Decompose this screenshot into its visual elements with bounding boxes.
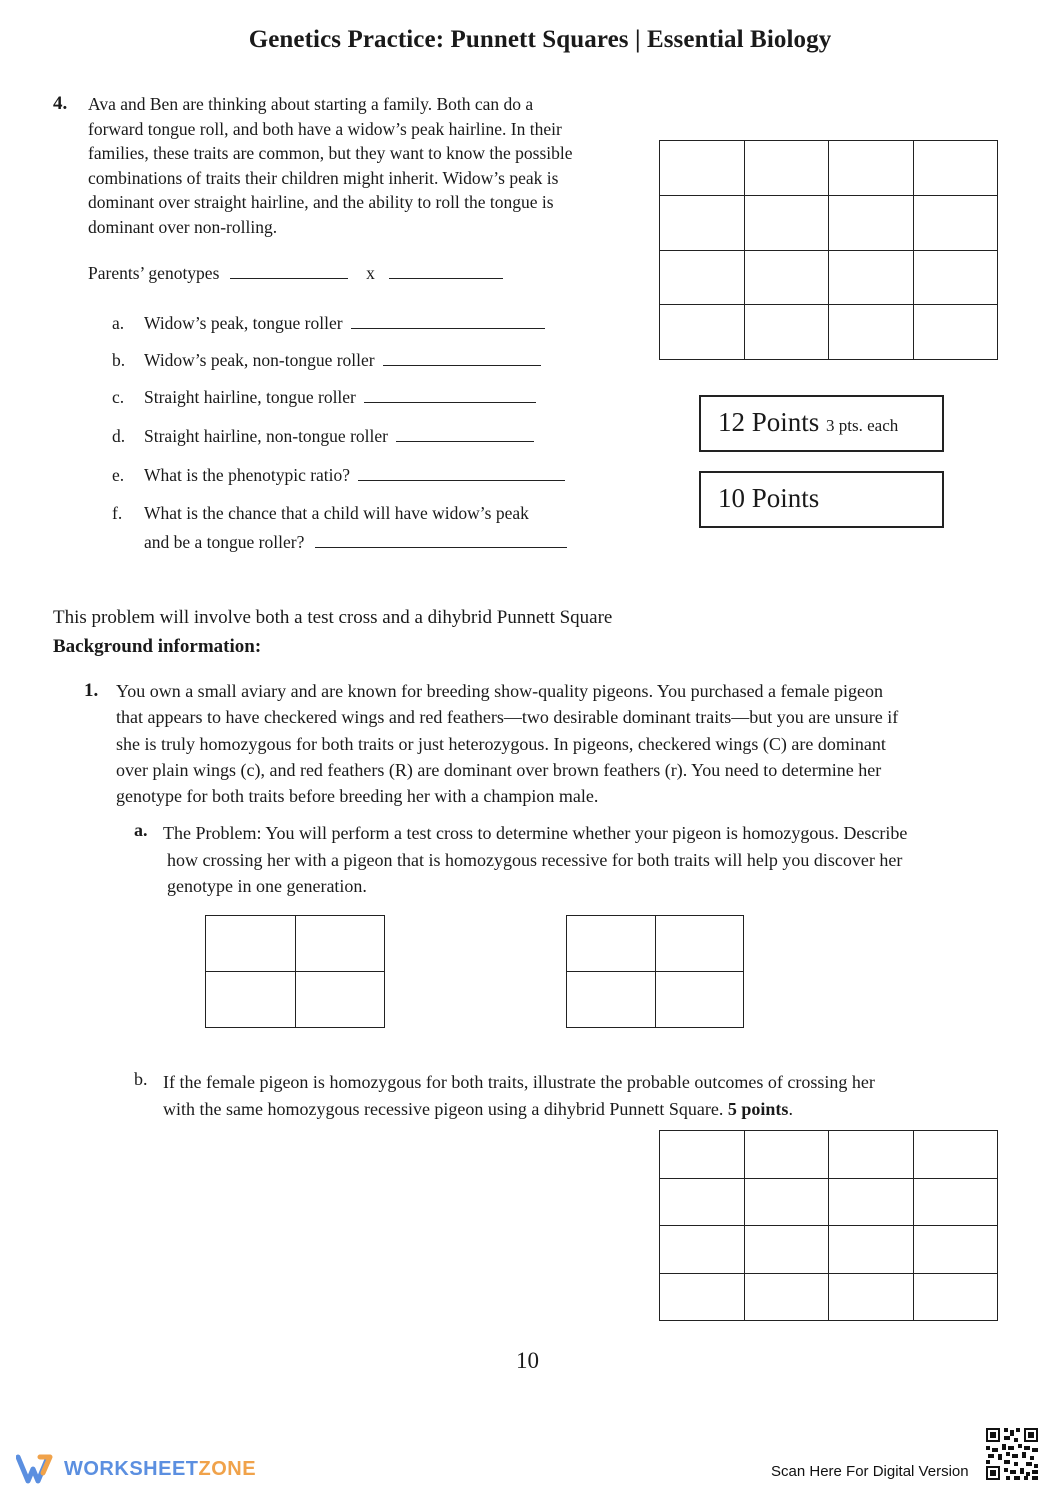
logo-text-worksheet: WORKSHEET xyxy=(64,1457,199,1480)
question-1-line: she is truly homozygous for both traits or just heterozygous. In pigeons, checkered wings (C) are dominant xyxy=(116,733,886,754)
points-box-12 xyxy=(699,395,944,452)
punnett-square-dihybrid-q4 xyxy=(659,140,998,360)
worksheetzone-logo-icon xyxy=(16,1453,58,1485)
item-letter: c. xyxy=(112,387,125,407)
punnett-cell[interactable] xyxy=(660,1226,745,1274)
part-b-letter: b. xyxy=(134,1069,148,1089)
page-title: Genetics Practice: Punnett Squares | Essential Biology xyxy=(248,26,832,53)
item-letter: f. xyxy=(112,503,123,523)
punnett-cell[interactable] xyxy=(660,1131,745,1179)
punnett-square-test-cross-1 xyxy=(205,915,385,1028)
parents-genotypes-row xyxy=(88,263,503,284)
item-text: Widow’s peak, non-tongue roller xyxy=(144,350,375,370)
answer-blank-e[interactable] xyxy=(358,479,565,481)
answer-blank-f[interactable] xyxy=(315,546,567,548)
item-letter: d. xyxy=(112,426,126,446)
punnett-cell[interactable] xyxy=(829,305,914,360)
part-b-line xyxy=(163,1096,993,1123)
parents-genotypes-label: Parents’ genotypes xyxy=(88,263,220,283)
question-4f xyxy=(112,503,529,524)
points-label: 12 Points xyxy=(718,407,820,437)
parents-genotype-blank-2[interactable] xyxy=(389,277,503,279)
question-4d xyxy=(112,426,534,447)
punnett-cell[interactable] xyxy=(913,1178,998,1226)
item-text: Straight hairline, non-tongue roller xyxy=(144,426,388,446)
qr-code-icon[interactable] xyxy=(984,1426,1040,1482)
page-number: 10 xyxy=(516,1348,539,1373)
worksheetzone-logo[interactable] xyxy=(16,1452,256,1486)
part-b-line-text: with the same homozygous recessive pigeon using a dihybrid Punnett Square. xyxy=(163,1098,724,1119)
item-text: What is the phenotypic ratio? xyxy=(144,465,351,485)
question-1-line: genotype for both traits before breeding her with a champion male. xyxy=(116,786,599,807)
part-b-points: 5 points xyxy=(727,1098,789,1119)
punnett-cell[interactable] xyxy=(660,141,745,196)
question-1-line: that appears to have checkered wings and red feathers—two desirable dominant traits—but you are unsure if xyxy=(116,707,899,728)
part-a-line: how crossing her with a pigeon that is homozygous recessive for both traits will help you discover her xyxy=(167,849,903,870)
punnett-cell[interactable] xyxy=(829,250,914,305)
item-text: Widow’s peak, tongue roller xyxy=(144,313,343,333)
answer-blank-b[interactable] xyxy=(383,364,541,366)
punnett-cell[interactable] xyxy=(744,195,829,250)
item-text: and be a tongue roller? xyxy=(144,532,305,552)
punnett-cell[interactable] xyxy=(829,141,914,196)
punnett-cell[interactable] xyxy=(913,1226,998,1274)
answer-blank-c[interactable] xyxy=(364,401,536,403)
question-4-number: 4. xyxy=(53,93,68,114)
punnett-cell[interactable] xyxy=(744,1178,829,1226)
part-a-line: The Problem: You will perform a test cross to determine whether your pigeon is homozygous. Describe xyxy=(163,823,908,843)
punnett-square-test-cross-2 xyxy=(566,915,744,1028)
question-4-line: dominant over non-rolling. xyxy=(88,216,278,237)
part-a-text xyxy=(163,820,993,900)
punnett-cell[interactable] xyxy=(913,195,998,250)
part-a-line: genotype in one generation. xyxy=(167,876,367,896)
punnett-cell[interactable] xyxy=(744,305,829,360)
question-1-line: You own a small aviary and are known for breeding show-quality pigeons. You purchased a female pigeon xyxy=(116,681,884,701)
points-box-10 xyxy=(699,471,944,528)
punnett-cell[interactable] xyxy=(744,141,829,196)
punnett-cell[interactable] xyxy=(829,1273,914,1321)
question-4c xyxy=(112,387,536,408)
question-4-line: families, these traits are common, but they want to know the possible xyxy=(88,143,573,164)
parents-genotype-blank-1[interactable] xyxy=(230,277,348,279)
punnett-cell[interactable] xyxy=(744,1273,829,1321)
punnett-cell[interactable] xyxy=(829,1226,914,1274)
item-text: What is the chance that a child will have widow’s peak xyxy=(144,503,529,523)
punnett-cell[interactable] xyxy=(295,916,385,972)
answer-blank-a[interactable] xyxy=(351,327,545,329)
punnett-cell[interactable] xyxy=(744,250,829,305)
points-detail: 3 pts. each xyxy=(826,416,899,435)
punnett-cell[interactable] xyxy=(829,195,914,250)
punnett-cell[interactable] xyxy=(660,195,745,250)
punnett-cell[interactable] xyxy=(913,305,998,360)
question-4-line: dominant over straight hairline, and the ability to roll the tongue is xyxy=(88,192,554,213)
punnett-cell[interactable] xyxy=(744,1226,829,1274)
item-letter: a. xyxy=(112,313,125,333)
question-1-text xyxy=(116,678,996,809)
punnett-cell[interactable] xyxy=(913,250,998,305)
punnett-cell[interactable] xyxy=(206,972,296,1028)
part-a-letter: a. xyxy=(134,820,148,840)
punnett-cell[interactable] xyxy=(567,916,656,972)
punnett-cell[interactable] xyxy=(295,972,385,1028)
question-4e xyxy=(112,465,565,486)
part-b-period: . xyxy=(788,1098,793,1119)
background-heading: Background information: xyxy=(53,636,262,657)
punnett-square-dihybrid-part-b xyxy=(659,1130,998,1321)
answer-blank-d[interactable] xyxy=(396,440,534,442)
punnett-cell[interactable] xyxy=(206,916,296,972)
logo-text xyxy=(64,1458,256,1481)
points-label: 10 Points xyxy=(718,483,820,513)
section-intro: This problem will involve both a test cross and a dihybrid Punnett Square xyxy=(53,607,613,628)
question-4-line: Ava and Ben are thinking about starting a family. Both can do a xyxy=(88,94,534,114)
logo-text-zone: ZONE xyxy=(198,1457,257,1480)
question-4-text xyxy=(88,92,648,240)
question-1-line: over plain wings (c), and red feathers (R) are dominant over brown feathers (r). You need to determine her xyxy=(116,759,882,780)
punnett-cell[interactable] xyxy=(913,141,998,196)
punnett-cell[interactable] xyxy=(829,1131,914,1179)
question-4f-continued xyxy=(144,532,567,553)
part-b-line: If the female pigeon is homozygous for both traits, illustrate the probable outcomes of crossing her xyxy=(163,1072,875,1092)
question-4a xyxy=(112,313,545,334)
question-4-line: combinations of traits their children might inherit. Widow’s peak is xyxy=(88,167,559,188)
item-letter: b. xyxy=(112,350,126,370)
punnett-cell[interactable] xyxy=(913,1131,998,1179)
punnett-cell[interactable] xyxy=(660,1178,745,1226)
question-4b xyxy=(112,350,541,371)
scan-here-text: Scan Here For Digital Version xyxy=(771,1463,969,1480)
punnett-cell[interactable] xyxy=(655,916,744,972)
part-b-text xyxy=(163,1069,993,1122)
punnett-cell[interactable] xyxy=(829,1178,914,1226)
punnett-cell[interactable] xyxy=(655,972,744,1028)
punnett-cell[interactable] xyxy=(744,1131,829,1179)
question-1-number: 1. xyxy=(84,680,99,701)
cross-symbol: x xyxy=(366,263,375,283)
item-letter: e. xyxy=(112,465,125,485)
punnett-cell[interactable] xyxy=(660,1273,745,1321)
punnett-cell[interactable] xyxy=(567,972,656,1028)
question-4-line: forward tongue roll, and both have a widow’s peak hairline. In their xyxy=(88,118,562,139)
punnett-cell[interactable] xyxy=(913,1273,998,1321)
punnett-cell[interactable] xyxy=(660,250,745,305)
punnett-cell[interactable] xyxy=(660,305,745,360)
item-text: Straight hairline, tongue roller xyxy=(144,387,356,407)
